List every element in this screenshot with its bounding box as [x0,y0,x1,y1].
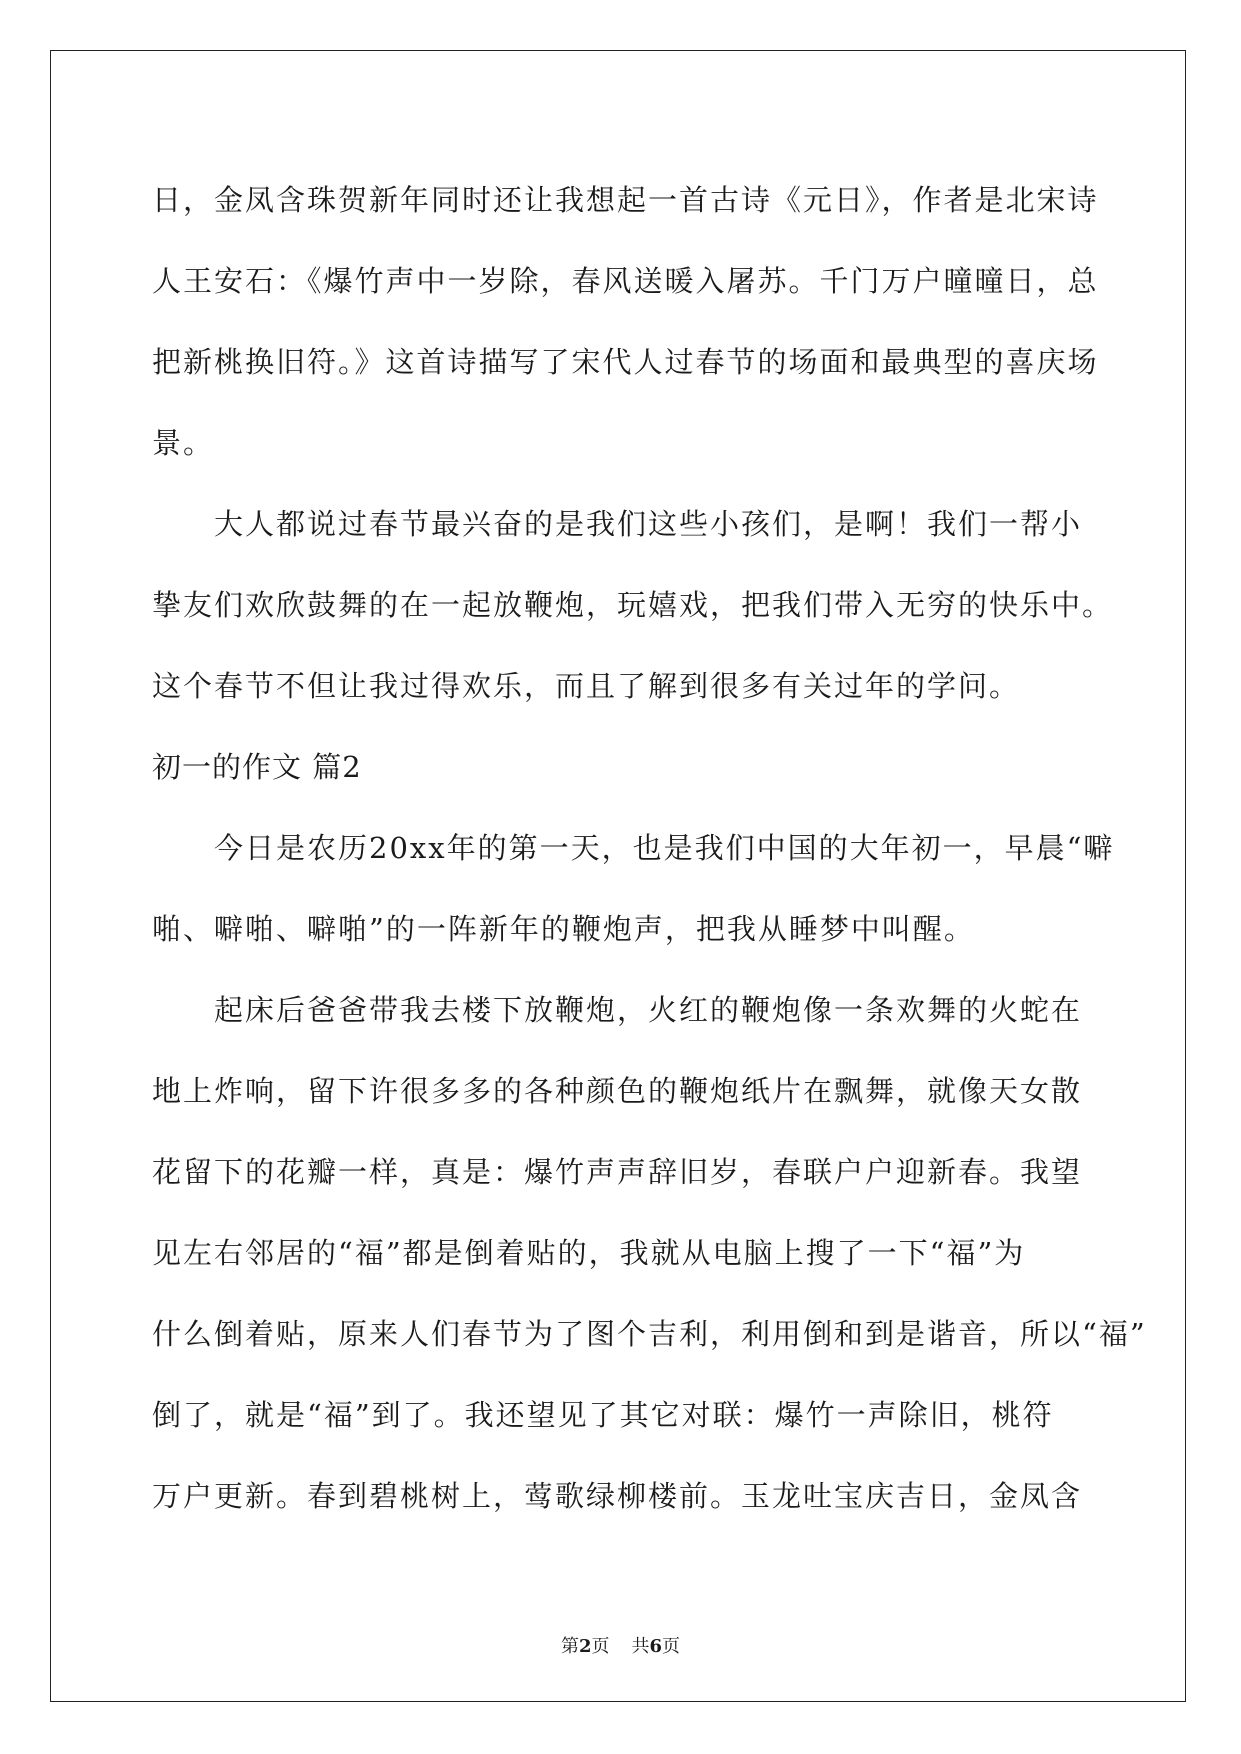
paragraph [152,160,1099,484]
paragraph [152,484,1114,727]
text-line: 起床后爸爸带我去楼下放鞭炮，火红的鞭炮像一条欢舞的火蛇在 [152,993,1083,1027]
text-line: 什么倒着贴，原来人们春节为了图个吉利，利用倒和到是谐音，所以“福” [152,1317,1147,1351]
paragraph [152,970,1147,1537]
total-suffix: 页 [662,1636,681,1657]
text-line: 景。 [152,426,215,460]
text-line: 挚友们欢欣鼓舞的在一起放鞭炮，玩嬉戏，把我们带入无穷的快乐中。 [152,588,1114,622]
text-line: 万户更新。春到碧桃树上，莺歌绿柳楼前。玉龙吐宝庆吉日，金凤含 [152,1479,1083,1513]
document-body [152,160,1147,1537]
total-prefix: 共 [631,1636,650,1657]
text-line: 地上炸响，留下许很多多的各种颜色的鞭炮纸片在飘舞，就像天女散 [152,1074,1083,1108]
section-heading: 初一的作文 篇2 [152,750,362,784]
text-line: 花留下的花瓣一样，真是：爆竹声声辞旧岁，春联户户迎新春。我望 [152,1155,1083,1189]
page-number: 2 [578,1636,592,1657]
text-line: 见左右邻居的“福”都是倒着贴的，我就从电脑上搜了一下“福”为 [152,1236,1026,1270]
text-line: 日，金凤含珠贺新年同时还让我想起一首古诗《元日》，作者是北宋诗 [152,183,1099,217]
page-footer [0,1632,1241,1658]
text-line: 人王安石：《爆竹声中一岁除，春风送暖入屠苏。千门万户曈曈日，总 [152,264,1099,298]
text-line: 大人都说过春节最兴奋的是我们这些小孩们，是啊！我们一帮小 [152,507,1083,541]
text-line: 这个春节不但让我过得欢乐，而且了解到很多有关过年的学问。 [152,669,1021,703]
page-suffix: 页 [591,1636,610,1657]
total-pages: 6 [649,1636,663,1657]
paragraph [152,808,1115,970]
text-line: 啪、噼啪、噼啪”的一阵新年的鞭炮声，把我从睡梦中叫醒。 [152,912,975,946]
text-line: 倒了，就是“福”到了。我还望见了其它对联：爆竹一声除旧，桃符 [152,1398,1054,1432]
text-line: 把新桃换旧符。》这首诗描写了宋代人过春节的场面和最典型的喜庆场 [152,345,1099,379]
page-prefix: 第 [560,1636,579,1657]
text-line: 今日是农历20xx年的第一天，也是我们中国的大年初一，早晨“噼 [152,831,1115,865]
